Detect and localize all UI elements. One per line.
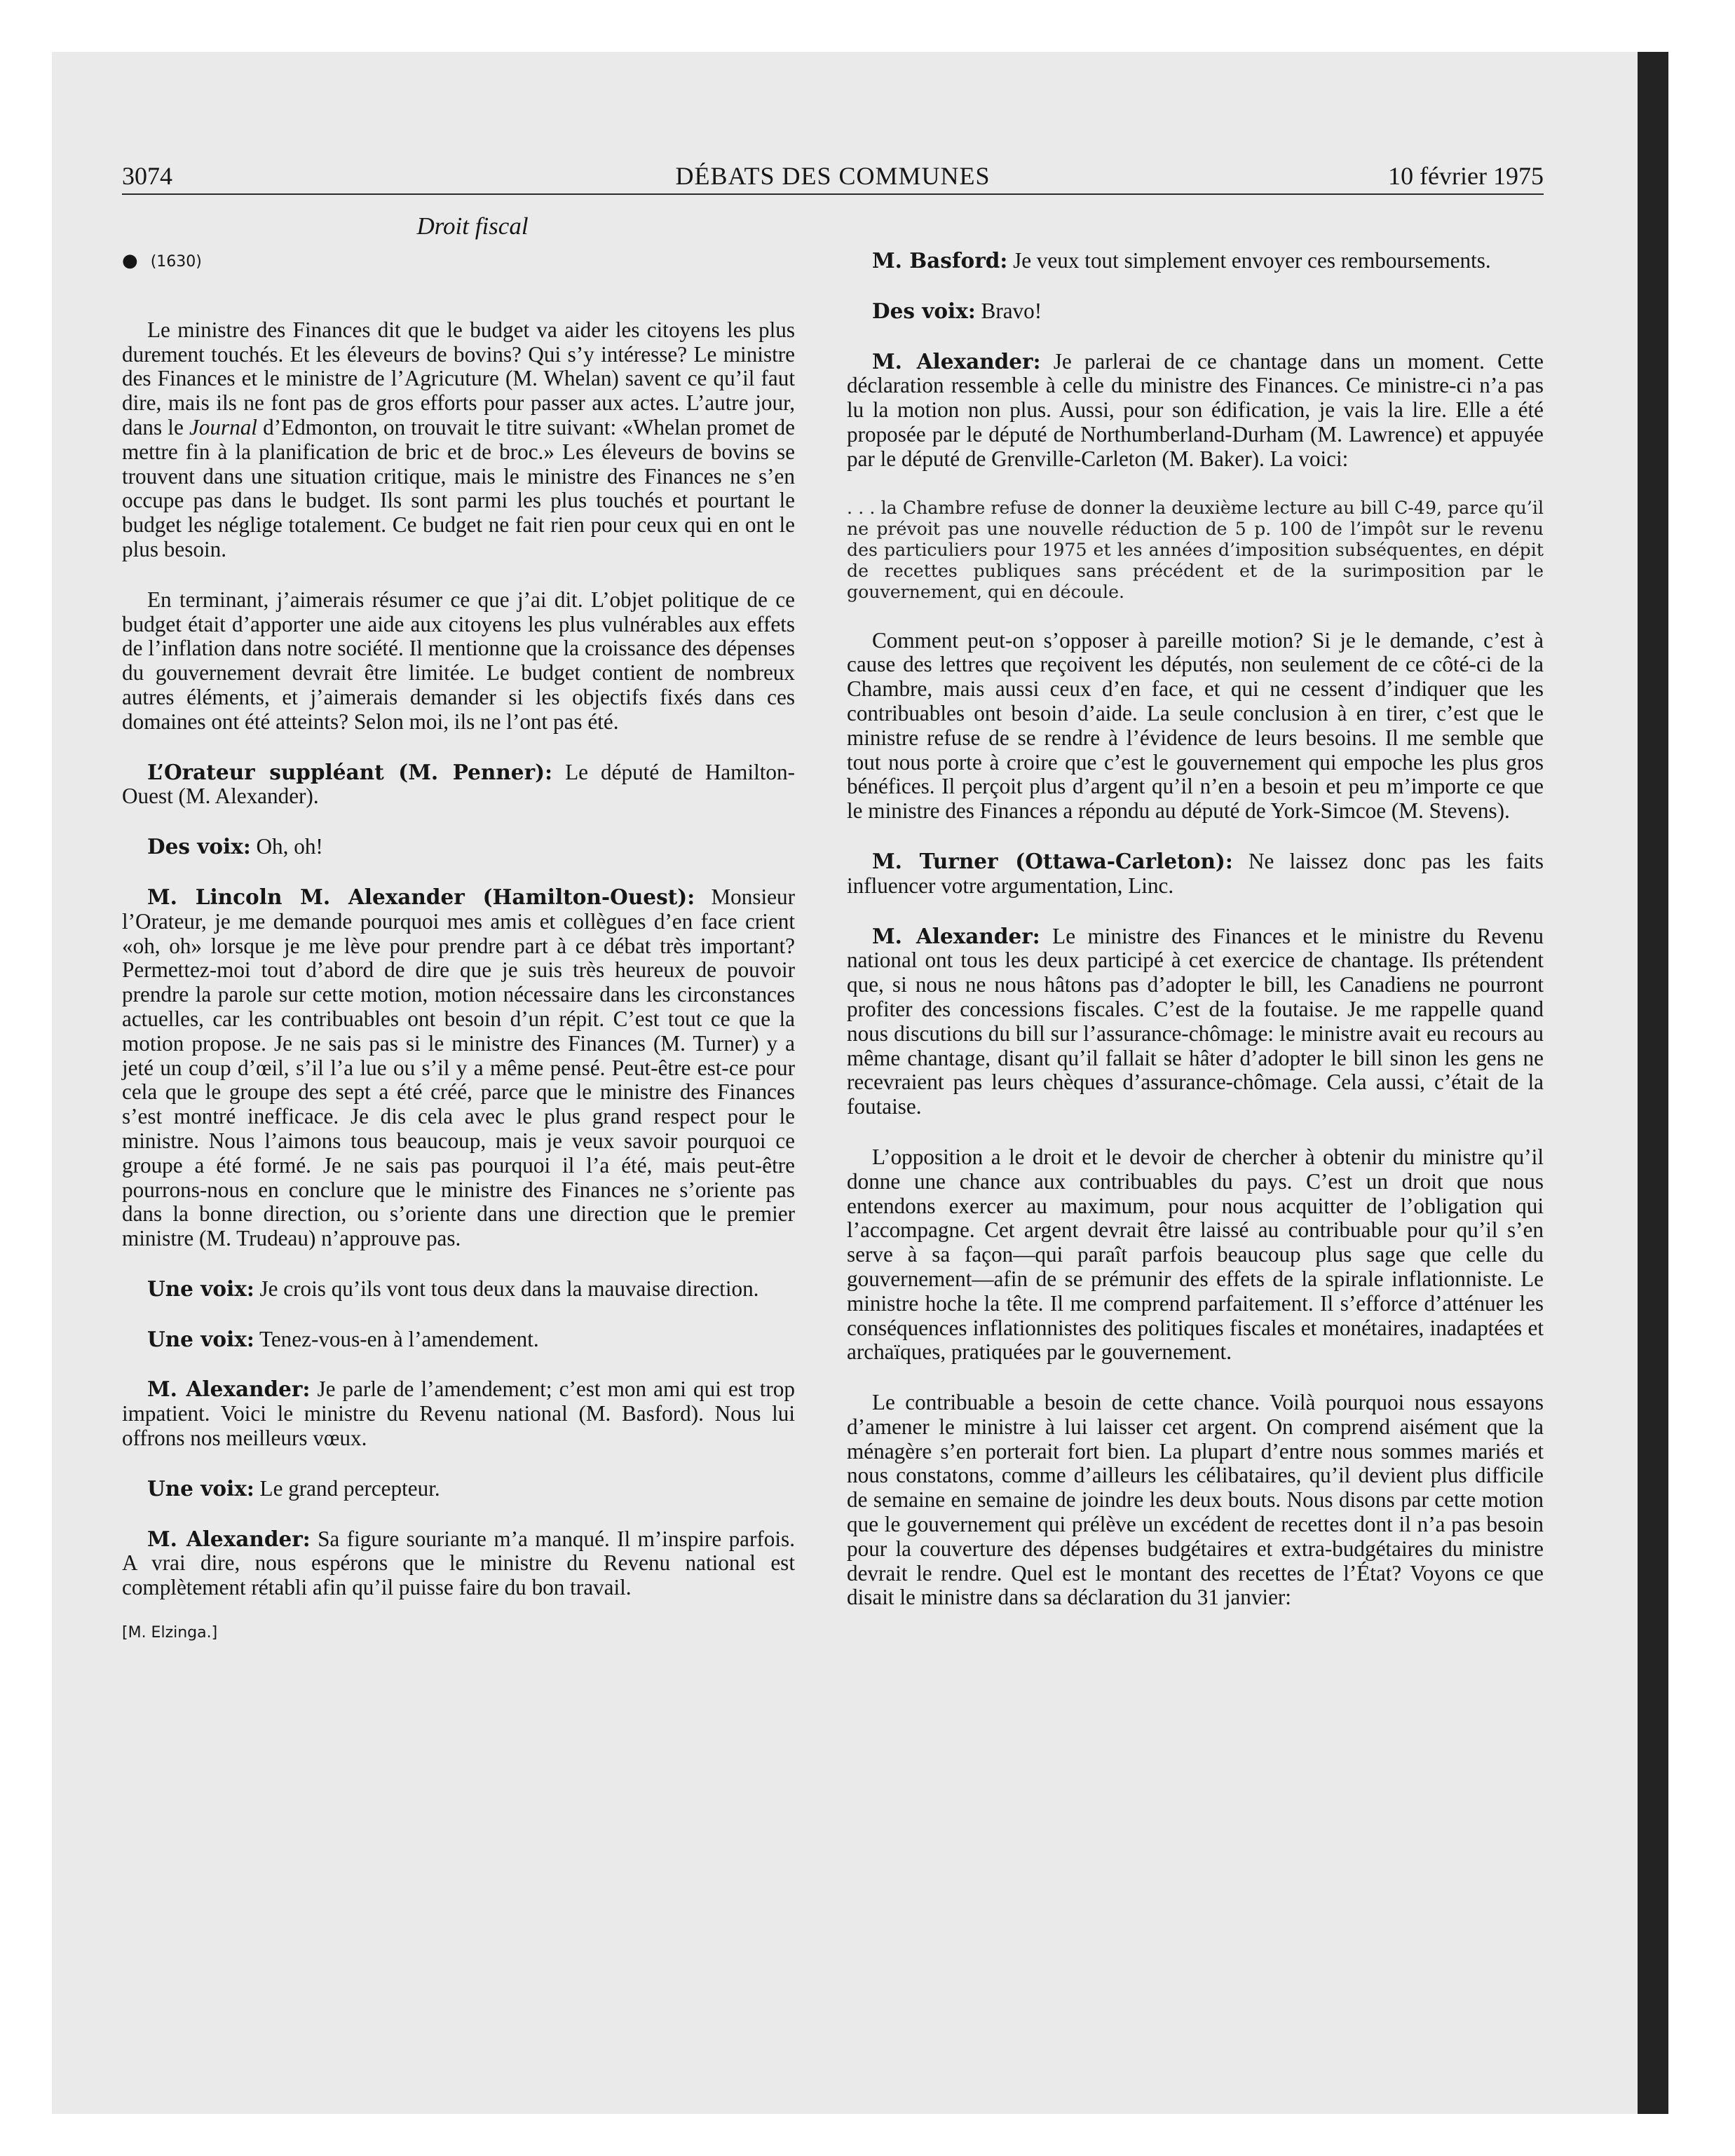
motion-quote: . . . la Chambre refuse de donner la deuxième lecture au bill C-49, parce qu’il ne prévoit pas une nouvelle réduction de 5 p. 100 de l’impôt sur le revenu des particuliers pour 1975 et les années d’imposition subséquentes, en dépit de recettes publiques sans précédent et de la surimposition par le gouvernement, qui en découle. (847, 497, 1544, 602)
paragraph: Le ministre des Finances dit que le budget va aider les citoyens les plus durement touchés. Et les éleveurs de bovins? Qui s’y intéresse? Le ministre des Finances et le ministre de l’Agricuture (M. Whelan) savent ce qu’il faut dire, mais ils ne font pas de gros efforts pour passer aux actes. L’autre jour, dans le Journal d’Edmonton, on trouvait le titre suivant: «Whelan promet de mettre fin à la planification de bric et de broc.» Les éleveurs de bovins se trouvent dans une situation critique, mais le ministre des Finances ne s’en occupe pas dans le budget. Ils sont parmi les plus touchés et pourtant le budget les néglige totalement. Ce budget ne fait rien pour ceux qui en ont le plus besoin. (122, 317, 795, 561)
right-column (847, 249, 1544, 1610)
speaker: M. Basford: (872, 248, 1008, 273)
left-column (122, 249, 795, 1646)
time-marker (122, 249, 795, 275)
speech: M. Lincoln M. Alexander (Hamilton-Ouest): Monsieur l’Orateur, je me demande pourquoi mes amis et collègues d’en face crient «oh, oh» lorsque je me lève pour prendre part à ce débat très important? Permettez-moi tout d’abord de dire que je suis très heureux de pouvoir prendre la parole sur cette motion, motion nécessaire dans les circonstances actuelles, car les contribuables ont besoin d’un répit. C’est tout ce que la motion propose. Je ne sais pas si le ministre des Finances (M. Turner) y a jeté un coup d’œil, s’il l’a lue ou s’il y a même pensé. Peut-être est-ce pour cela que le groupe des sept a été créé, parce que le ministre des Finances s’est montré inefficace. Je dis cela avec le plus grand respect pour le ministre. Nous l’aimons tous beaucoup, mais je veux savoir pourquoi ce groupe a été formé. Je ne sais pas pourquoi il l’a été, mais peut-être pourrons-nous en conclure que le ministre des Finances ne s’oriente pas dans la bonne direction, ou s’oriente dans une direction que le premier ministre (M. Trudeau) n’approuve pas. (122, 884, 795, 1251)
speech: Des voix: Oh, oh! (147, 834, 323, 859)
publication-title: DÉBATS DES COMMUNES (675, 162, 991, 190)
paragraph: Comment peut-on s’opposer à pareille motion? Si je le demande, c’est à cause des lettres que reçoivent les députés, non seulement de ce côté-ci de la Chambre, mais aussi ceux d’en face, et qui ne cessent d’indiquer que les contribuables ont besoin d’aide. La seule conclusion à en tirer, c’est que le ministre refuse de se rendre à l’évidence de leurs besoins. Il me semble que tout nous porte à croire que c’est le gouvernement qui empoche les plus gros bénéfices. Il perçoit plus d’argent qu’il n’en a besoin et peu m’importe ce que le ministre des Finances a répondu au député de York-Simcoe (M. Stevens). (847, 627, 1544, 824)
speech: M. Turner (Ottawa-Carleton): Ne laissez donc pas les faits influencer votre argumentation, Linc. (847, 848, 1544, 898)
speaker: M. Turner (Ottawa-Carleton): (872, 848, 1233, 873)
speech: Des voix: Bravo! (872, 298, 1042, 323)
page-header (122, 158, 1544, 193)
scan-edge-bar (1638, 52, 1668, 2114)
speech: M. Alexander: Je parlerai de ce chantage dans un moment. Cette déclaration ressemble à celle du ministre des Finances. Ce ministre-ci n’a pas lu la motion non plus. Aussi, pour son édification, je vais la lire. Elle a été proposée par le député de Northumberland-Durham (M. Lawrence) et appuyée par le député de Grenville-Carleton (M. Baker). La voici: (847, 348, 1544, 471)
paragraph: En terminant, j’aimerais résumer ce que j’ai dit. L’objet politique de ce budget était d’apporter une aide aux citoyens les plus vulnérables aux effets de l’inflation dans notre société. Il mentionne que la croissance des dépenses du gouvernement devrait être limitée. Le budget contient de nombreux autres éléments, et j’aimerais demander si les objectifs fixés dans ces domaines ont été atteints? Selon moi, ils ne l’ont pas été. (122, 587, 795, 734)
speaker: Une voix: (147, 1276, 254, 1301)
speech: M. Basford: Je veux tout simplement envoyer ces remboursements. (872, 248, 1491, 273)
speech: Une voix: Je crois qu’ils vont tous deux dans la mauvaise direction. (147, 1276, 759, 1301)
journal-title: Journal (189, 414, 257, 439)
speaker: M. Alexander: (147, 1526, 311, 1551)
paragraph: Le contribuable a besoin de cette chance. Voilà pourquoi nous essayons d’amener le ministre à lui laisser cet argent. On comprend aisément que la ménagère s’en porterait fort bien. La plupart d’entre nous sommes mariés et nous constatons, comme d’ailleurs les célibataires, qu’il devient plus difficile de semaine en semaine de joindre les deux bouts. Nous disons par cette motion que le gouvernement qui prélève un excédent de recettes dont il n’a pas besoin pour la couverture des dépenses budgétaires et extra-budgétaires du ministre devrait le rendre. Quel est le montant des recettes de l’État? Voyons ce que disait le ministre dans sa déclaration du 31 janvier: (847, 1390, 1544, 1610)
speaker: M. Alexander: (872, 348, 1041, 374)
speaker: Des voix: (872, 298, 976, 323)
speaker: M. Alexander: (147, 1377, 311, 1402)
page-date: 10 février 1975 (1388, 162, 1544, 190)
speech: Une voix: Tenez-vous-en à l’amendement. (147, 1326, 539, 1351)
time-marker-text: (1630) (150, 253, 202, 271)
speaker: Une voix: (147, 1475, 254, 1501)
subject-heading: Droit fiscal (416, 212, 529, 240)
header-rule (122, 193, 1544, 195)
speaker: Des voix: (147, 834, 251, 859)
bullet-icon: ● (122, 250, 138, 271)
page-number: 3074 (122, 162, 172, 190)
speaker: M. Lincoln M. Alexander (Hamilton-Ouest): (147, 884, 695, 909)
speaker: Une voix: (147, 1326, 254, 1351)
speech: M. Alexander: Le ministre des Finances et le ministre du Revenu national ont tous les deux participé à cet exercice de chantage. Ils prétendent que, si nous ne nous hâtons pas d’adopter le bill, les Canadiens ne pourront profiter des concessions fiscales. C’est de la foutaise. Je me rappelle quand nous discutions du bill sur l’assurance-chômage: le ministre avait eu recours au même chantage, disant qu’il fallait se hâter d’adopter le bill sinon les gens ne recevraient pas leurs chèques d’assurance-chômage. Cela aussi, c’était de la foutaise. (847, 923, 1544, 1119)
speech: M. Alexander: Sa figure souriante m’a manqué. Il m’inspire parfois. A vrai dire, nous espérons que le ministre du Revenu national est complètement rétabli afin qu’il puisse faire du bon travail. (122, 1526, 795, 1600)
speech: L’Orateur suppléant (M. Penner): Le député de Hamilton-Ouest (M. Alexander). (122, 759, 796, 809)
speech: Une voix: Le grand percepteur. (147, 1475, 440, 1501)
speaker: M. Alexander: (872, 923, 1040, 948)
speaker: L’Orateur suppléant (M. Penner): (147, 759, 552, 784)
speaker-footnote: [M. Elzinga.] (122, 1624, 218, 1642)
speech: M. Alexander: Je parle de l’amendement; c’est mon ami qui est trop impatient. Voici le ministre du Revenu national (M. Basford). Nous lui offrons nos meilleurs vœux. (122, 1377, 795, 1451)
paragraph: L’opposition a le droit et le devoir de chercher à obtenir du ministre qu’il donne une chance aux contribuables du pays. C’est un droit que nous entendons exercer au maximum, pour nous acquitter de l’obligation qui l’accompagne. Cet argent devrait être laissé au contribuable pour qu’il s’en serve à sa façon—qui paraît parfois beaucoup plus sage que celle du gouvernement—afin de se prémunir des effets de la spirale inflationniste. Le ministre hoche la tête. Il me comprend parfaitement. Il s’efforce d’atténuer les conséquences inflationnistes des politiques fiscales et monétaires, inadaptées et archaïques, pratiquées par le gouvernement. (847, 1144, 1544, 1365)
